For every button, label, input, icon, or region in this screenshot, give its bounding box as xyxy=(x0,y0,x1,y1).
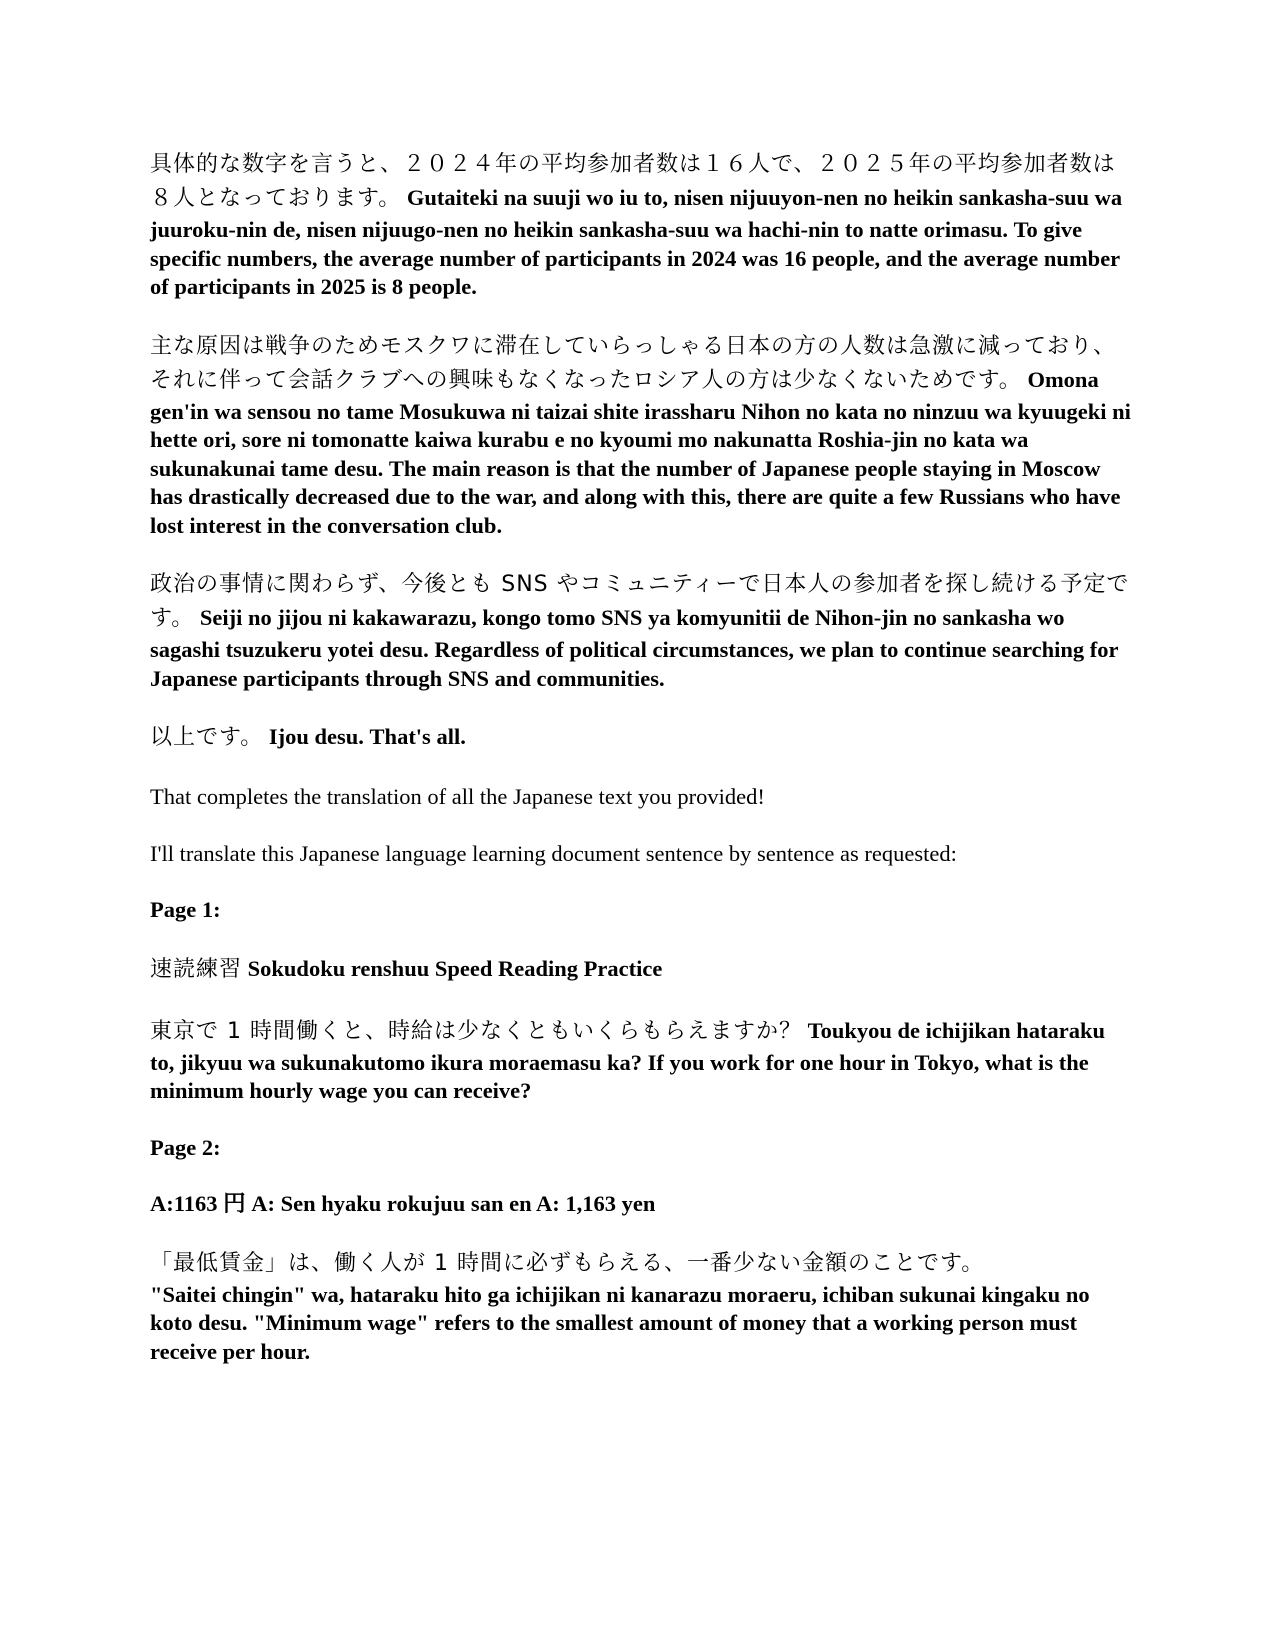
japanese-text: A:1163 円 xyxy=(150,1191,246,1216)
english-translation: Regardless of political circumstances, we plan to continue searching for Japanese participants through SNS and communities. xyxy=(150,637,1119,691)
japanese-text: 主な原因は戦争のためモスクワに滞在していらっしゃる日本の方の人数は急激に減っており、それに伴って会話クラブへの興味もなくなったロシア人の方は少なくないためです。 xyxy=(150,333,1117,393)
paragraph-participant-numbers xyxy=(150,148,1135,302)
english-translation: "Minimum wage" refers to the smallest amount of money that a working person must receive per hour. xyxy=(150,1310,1078,1364)
english-translation: Speed Reading Practice xyxy=(434,955,663,981)
english-translation: If you work for one hour in Tokyo, what is the minimum hourly wage you can receive? xyxy=(150,1049,1089,1103)
paragraph-future-plans xyxy=(150,568,1135,693)
romaji-text: Sokudoku renshuu xyxy=(247,955,430,981)
document-body xyxy=(150,148,1135,1394)
romaji-text: Toukyou de ichijikan hataraku to, jikyuu wa sukunakutomo ikura moraemasu ka? xyxy=(150,1017,1106,1075)
romaji-text: Gutaiteki na suuji wo iu to, nisen nijuuyon-nen no heikin sankasha-suu wa juuroku-nin de, nisen nijuugo-nen no heikin sankasha-suu wa hachi-nin to natte orimasu. xyxy=(150,185,1123,242)
paragraph-closing xyxy=(150,721,1135,755)
wage-answer xyxy=(150,1190,1135,1219)
minimum-wage-definition xyxy=(150,1247,1135,1367)
paragraph-main-reason xyxy=(150,330,1135,541)
japanese-text: 「最低賃金」は、働く人が 1 時間に必ずもらえる、一番少ない金額のことです。 xyxy=(150,1250,985,1276)
english-translation: That's all. xyxy=(369,724,466,749)
romaji-text: Omona gen'in wa sensou no tame Mosukuwa ni taizai shite irassharu Nihon no kata no ninzuu wa kyuugeki ni hette ori, sore ni tomonatte kaiwa kurabu e no kyoumi mo nakunatta Roshia-jin no kata wa sukunakunai tame desu. xyxy=(150,366,1131,481)
english-translation: To give specific numbers, the average number of participants in 2024 was 16 people, and the average number of participants in 2025 is 8 people. xyxy=(150,217,1120,299)
translation-complete-note: That completes the translation of all the Japanese text you provided! xyxy=(150,784,765,809)
japanese-text: 以上です。 xyxy=(150,725,264,750)
romaji-text: Ijou desu. xyxy=(268,724,364,749)
japanese-text: 東京で 1 時間働くと、時給は少なくともいくらもらえますか？ xyxy=(150,1018,802,1044)
japanese-text: 具体的な数字を言うと、２０２４年の平均参加者数は１６人で、２０２５年の平均参加者数は８人となっております。 xyxy=(150,152,1116,211)
english-translation: A: 1,163 yen xyxy=(535,1191,656,1216)
japanese-text: 速読練習 xyxy=(150,956,243,982)
english-translation: The main reason is that the number of Japanese people staying in Moscow has drastically decreased due to the war, and along with this, there are quite a few Russians who have lost interest in the conversation club. xyxy=(150,455,1121,538)
page-2-heading: Page 2: xyxy=(150,1134,221,1160)
romaji-text: "Saitei chingin" wa, hataraku hito ga ichijikan ni kanarazu moraeru, ichiban sukunai kingaku no koto desu. xyxy=(150,1281,1090,1335)
japanese-text: 政治の事情に関わらず、今後とも SNS やコミュニティーで日本人の参加者を探し続ける予定です。 xyxy=(150,572,1130,631)
tokyo-wage-question xyxy=(150,1015,1135,1106)
romaji-text: Seiji no jijou ni kakawarazu, kongo tomo SNS ya komyunitii de Nihon-jin no sankasha wo sagashi tsuzukeru yotei desu. xyxy=(150,605,1065,662)
romaji-text: A: Sen hyaku rokujuu san en xyxy=(251,1191,532,1216)
page-1-heading: Page 1: xyxy=(150,897,221,922)
speed-reading-title xyxy=(150,953,1135,987)
translation-intro-note: I'll translate this Japanese language learning document sentence by sentence as requested: xyxy=(150,840,957,866)
